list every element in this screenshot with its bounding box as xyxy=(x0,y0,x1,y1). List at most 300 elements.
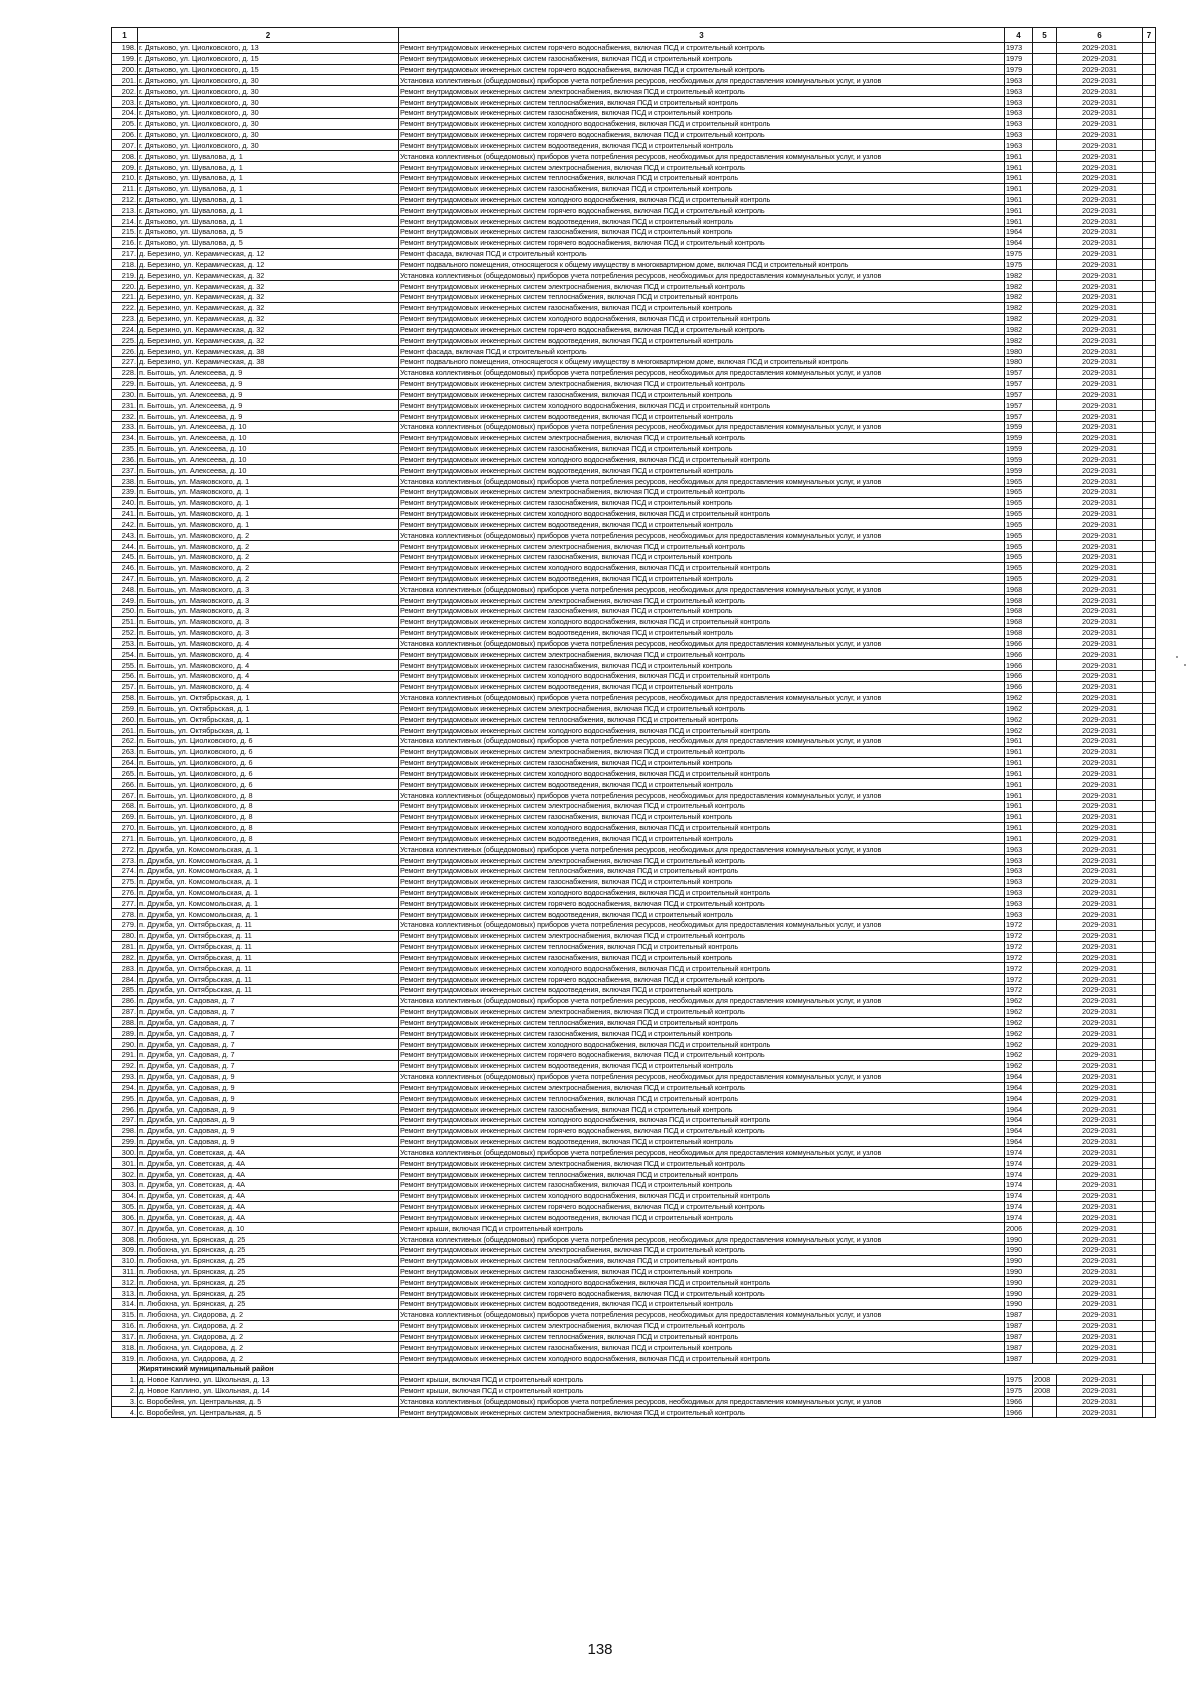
column-7-cell xyxy=(1143,757,1156,768)
year-built: 1963 xyxy=(1005,86,1033,97)
row-number: 292. xyxy=(112,1060,138,1071)
work-type: Ремонт внутридомовых инженерных систем газоснабжения, включая ПСД и строительный контроль xyxy=(399,1179,1005,1190)
work-type: Ремонт внутридомовых инженерных систем теплоснабжения, включая ПСД и строительный контроль xyxy=(399,1331,1005,1342)
year-last-repair xyxy=(1033,465,1057,476)
row-number: 269. xyxy=(112,811,138,822)
table-row xyxy=(112,822,1156,833)
house-address: п. Дружба, ул. Советская, д. 4А xyxy=(138,1201,399,1212)
work-type: Ремонт внутридомовых инженерных систем водоотведения, включая ПСД и строительный контроль xyxy=(399,216,1005,227)
year-last-repair xyxy=(1033,1223,1057,1234)
year-built: 1957 xyxy=(1005,389,1033,400)
house-address: п. Дружба, ул. Садовая, д. 7 xyxy=(138,1028,399,1039)
row-number: 298. xyxy=(112,1125,138,1136)
house-address: п. Дружба, ул. Октябрьская, д. 11 xyxy=(138,985,399,996)
house-address: п. Бытошь, ул. Маяковского, д. 1 xyxy=(138,497,399,508)
row-number: 243. xyxy=(112,530,138,541)
year-last-repair xyxy=(1033,822,1057,833)
planned-period: 2029-2031 xyxy=(1057,454,1143,465)
year-built: 1980 xyxy=(1005,357,1033,368)
year-built: 1975 xyxy=(1005,248,1033,259)
year-built: 1964 xyxy=(1005,1104,1033,1115)
row-number: 273. xyxy=(112,855,138,866)
column-7-cell xyxy=(1143,129,1156,140)
house-address: д. Березино, ул. Керамическая, д. 12 xyxy=(138,248,399,259)
year-last-repair xyxy=(1033,1039,1057,1050)
year-last-repair xyxy=(1033,216,1057,227)
year-built: 1963 xyxy=(1005,844,1033,855)
house-address: п. Дружба, ул. Советская, д. 4А xyxy=(138,1158,399,1169)
house-address: д. Березино, ул. Керамическая, д. 38 xyxy=(138,346,399,357)
work-type: Ремонт внутридомовых инженерных систем газоснабжения, включая ПСД и строительный контроль xyxy=(399,1104,1005,1115)
year-last-repair xyxy=(1033,855,1057,866)
year-last-repair xyxy=(1033,1266,1057,1277)
row-number: 4. xyxy=(112,1407,138,1418)
work-type: Ремонт внутридомовых инженерных систем горячего водоснабжения, включая ПСД и строительный контроль xyxy=(399,974,1005,985)
column-7-cell xyxy=(1143,400,1156,411)
table-row xyxy=(112,400,1156,411)
work-type: Ремонт внутридомовых инженерных систем теплоснабжения, включая ПСД и строительный контроль xyxy=(399,865,1005,876)
column-7-cell xyxy=(1143,1385,1156,1396)
column-7-cell xyxy=(1143,920,1156,931)
row-number: 301. xyxy=(112,1158,138,1169)
row-number: 315. xyxy=(112,1309,138,1320)
row-number: 229. xyxy=(112,378,138,389)
planned-period: 2029-2031 xyxy=(1057,606,1143,617)
work-type: Ремонт внутридомовых инженерных систем газоснабжения, включая ПСД и строительный контроль xyxy=(399,606,1005,617)
table-row xyxy=(112,671,1156,682)
year-built: 1972 xyxy=(1005,985,1033,996)
house-address: п. Дружба, ул. Октябрьская, д. 11 xyxy=(138,930,399,941)
row-number: 299. xyxy=(112,1136,138,1147)
row-number: 214. xyxy=(112,216,138,227)
row-number: 224. xyxy=(112,324,138,335)
table-row xyxy=(112,432,1156,443)
row-number: 309. xyxy=(112,1244,138,1255)
planned-period: 2029-2031 xyxy=(1057,432,1143,443)
year-last-repair xyxy=(1033,335,1057,346)
row-number: 262. xyxy=(112,736,138,747)
row-number: 268. xyxy=(112,800,138,811)
year-built: 1974 xyxy=(1005,1179,1033,1190)
work-type: Ремонт внутридомовых инженерных систем теплоснабжения, включая ПСД и строительный контроль xyxy=(399,1017,1005,1028)
planned-period: 2029-2031 xyxy=(1057,421,1143,432)
table-row xyxy=(112,800,1156,811)
column-7-cell xyxy=(1143,1147,1156,1158)
house-address: д. Березино, ул. Керамическая, д. 32 xyxy=(138,302,399,313)
house-address: п. Бытошь, ул. Маяковского, д. 1 xyxy=(138,486,399,497)
table-row xyxy=(112,486,1156,497)
year-last-repair xyxy=(1033,443,1057,454)
row-number: 245. xyxy=(112,551,138,562)
column-7-cell xyxy=(1143,151,1156,162)
planned-period: 2029-2031 xyxy=(1057,183,1143,194)
house-address: п. Бытошь, ул. Циолковского, д. 8 xyxy=(138,833,399,844)
row-number: 208. xyxy=(112,151,138,162)
column-7-cell xyxy=(1143,281,1156,292)
table-row xyxy=(112,248,1156,259)
column-7-cell xyxy=(1143,1331,1156,1342)
year-last-repair xyxy=(1033,302,1057,313)
house-address: п. Дружба, ул. Советская, д. 10 xyxy=(138,1223,399,1234)
year-built: 1974 xyxy=(1005,1212,1033,1223)
work-type: Ремонт внутридомовых инженерных систем водоотведения, включая ПСД и строительный контроль xyxy=(399,573,1005,584)
year-last-repair xyxy=(1033,649,1057,660)
year-built: 1964 xyxy=(1005,1136,1033,1147)
table-row xyxy=(112,443,1156,454)
column-7-cell xyxy=(1143,1288,1156,1299)
house-address: п. Дружба, ул. Комсомольская, д. 1 xyxy=(138,887,399,898)
row-number: 257. xyxy=(112,681,138,692)
planned-period: 2029-2031 xyxy=(1057,443,1143,454)
planned-period: 2029-2031 xyxy=(1057,551,1143,562)
year-built: 1987 xyxy=(1005,1320,1033,1331)
planned-period: 2029-2031 xyxy=(1057,844,1143,855)
row-number: 239. xyxy=(112,486,138,497)
column-7-cell xyxy=(1143,1158,1156,1169)
planned-period: 2029-2031 xyxy=(1057,974,1143,985)
work-type: Ремонт внутридомовых инженерных систем электроснабжения, включая ПСД и строительный контроль xyxy=(399,1158,1005,1169)
column-7-cell xyxy=(1143,714,1156,725)
year-last-repair xyxy=(1033,281,1057,292)
row-number: 207. xyxy=(112,140,138,151)
row-number: 219. xyxy=(112,270,138,281)
planned-period: 2029-2031 xyxy=(1057,151,1143,162)
table-row xyxy=(112,1147,1156,1158)
work-type: Ремонт внутридомовых инженерных систем газоснабжения, включая ПСД и строительный контроль xyxy=(399,1266,1005,1277)
house-address: п. Дружба, ул. Садовая, д. 9 xyxy=(138,1071,399,1082)
row-number: 211. xyxy=(112,183,138,194)
table-row xyxy=(112,183,1156,194)
work-type: Ремонт внутридомовых инженерных систем холодного водоснабжения, включая ПСД и строительный контроль xyxy=(399,887,1005,898)
column-7-cell xyxy=(1143,1190,1156,1201)
year-last-repair xyxy=(1033,259,1057,270)
table-row xyxy=(112,421,1156,432)
work-type: Установка коллективных (общедомовых) приборов учета потребления ресурсов, необходимых для предоставления коммунальных услуг, и узлов xyxy=(399,920,1005,931)
table-row xyxy=(112,75,1156,86)
planned-period: 2029-2031 xyxy=(1057,757,1143,768)
work-type: Ремонт внутридомовых инженерных систем холодного водоснабжения, включая ПСД и строительный контроль xyxy=(399,1353,1005,1364)
year-last-repair xyxy=(1033,887,1057,898)
year-last-repair xyxy=(1033,519,1057,530)
table-row xyxy=(112,660,1156,671)
table-row xyxy=(112,627,1156,638)
planned-period: 2029-2031 xyxy=(1057,746,1143,757)
table-row xyxy=(112,616,1156,627)
work-type: Ремонт внутридомовых инженерных систем газоснабжения, включая ПСД и строительный контроль xyxy=(399,443,1005,454)
work-type: Ремонт внутридомовых инженерных систем водоотведения, включая ПСД и строительный контроль xyxy=(399,1060,1005,1071)
year-built: 1972 xyxy=(1005,974,1033,985)
house-address: п. Бытошь, ул. Алексеева, д. 10 xyxy=(138,454,399,465)
row-number: 204. xyxy=(112,107,138,118)
year-built: 1959 xyxy=(1005,421,1033,432)
house-address: г. Дятьково, ул. Циолковского, д. 30 xyxy=(138,97,399,108)
planned-period: 2029-2031 xyxy=(1057,389,1143,400)
column-7-cell xyxy=(1143,584,1156,595)
work-type: Ремонт внутридомовых инженерных систем газоснабжения, включая ПСД и строительный контроль xyxy=(399,497,1005,508)
row-number: 217. xyxy=(112,248,138,259)
row-number: 213. xyxy=(112,205,138,216)
planned-period: 2029-2031 xyxy=(1057,324,1143,335)
column-7-cell xyxy=(1143,551,1156,562)
column-7-cell xyxy=(1143,985,1156,996)
row-number: 287. xyxy=(112,1006,138,1017)
column-7-cell xyxy=(1143,1353,1156,1364)
row-number: 312. xyxy=(112,1277,138,1288)
row-number: 200. xyxy=(112,64,138,75)
house-address: п. Бытошь, ул. Циолковского, д. 8 xyxy=(138,811,399,822)
year-built: 1964 xyxy=(1005,1114,1033,1125)
row-number: 295. xyxy=(112,1093,138,1104)
work-type: Ремонт внутридомовых инженерных систем теплоснабжения, включая ПСД и строительный контроль xyxy=(399,714,1005,725)
year-built: 1972 xyxy=(1005,920,1033,931)
year-built: 1961 xyxy=(1005,205,1033,216)
planned-period: 2029-2031 xyxy=(1057,205,1143,216)
row-number: 244. xyxy=(112,541,138,552)
year-last-repair xyxy=(1033,248,1057,259)
year-built: 1982 xyxy=(1005,270,1033,281)
work-type: Ремонт внутридомовых инженерных систем теплоснабжения, включая ПСД и строительный контроль xyxy=(399,1169,1005,1180)
planned-period: 2029-2031 xyxy=(1057,681,1143,692)
work-type: Ремонт внутридомовых инженерных систем электроснабжения, включая ПСД и строительный контроль xyxy=(399,800,1005,811)
year-last-repair xyxy=(1033,162,1057,173)
year-last-repair xyxy=(1033,86,1057,97)
row-number: 270. xyxy=(112,822,138,833)
year-built: 1966 xyxy=(1005,638,1033,649)
year-built: 1965 xyxy=(1005,551,1033,562)
planned-period: 2029-2031 xyxy=(1057,1060,1143,1071)
work-type: Установка коллективных (общедомовых) приборов учета потребления ресурсов, необходимых для предоставления коммунальных услуг, и узлов xyxy=(399,530,1005,541)
work-type: Ремонт внутридомовых инженерных систем газоснабжения, включая ПСД и строительный контроль xyxy=(399,757,1005,768)
planned-period: 2029-2031 xyxy=(1057,779,1143,790)
row-number: 303. xyxy=(112,1179,138,1190)
year-built: 1965 xyxy=(1005,508,1033,519)
table-row xyxy=(112,865,1156,876)
work-type: Ремонт внутридомовых инженерных систем холодного водоснабжения, включая ПСД и строительный контроль xyxy=(399,725,1005,736)
planned-period: 2029-2031 xyxy=(1057,1028,1143,1039)
column-7-cell xyxy=(1143,454,1156,465)
planned-period: 2029-2031 xyxy=(1057,562,1143,573)
work-type: Ремонт внутридомовых инженерных систем холодного водоснабжения, включая ПСД и строительный контроль xyxy=(399,671,1005,682)
year-last-repair xyxy=(1033,660,1057,671)
work-type: Ремонт внутридомовых инженерных систем холодного водоснабжения, включая ПСД и строительный контроль xyxy=(399,1190,1005,1201)
table-body xyxy=(112,43,1156,1418)
district-filler xyxy=(399,1364,1156,1375)
year-built: 1962 xyxy=(1005,714,1033,725)
year-built: 1990 xyxy=(1005,1266,1033,1277)
row-number: 278. xyxy=(112,909,138,920)
year-last-repair xyxy=(1033,1006,1057,1017)
table-row xyxy=(112,681,1156,692)
work-type: Установка коллективных (общедомовых) приборов учета потребления ресурсов, необходимых для предоставления коммунальных услуг, и узлов xyxy=(399,736,1005,747)
year-built: 1963 xyxy=(1005,909,1033,920)
year-built: 1968 xyxy=(1005,616,1033,627)
work-type: Ремонт внутридомовых инженерных систем газоснабжения, включая ПСД и строительный контроль xyxy=(399,952,1005,963)
table-row xyxy=(112,584,1156,595)
house-address: п. Бытошь, ул. Маяковского, д. 3 xyxy=(138,616,399,627)
column-7-cell xyxy=(1143,183,1156,194)
row-number: 264. xyxy=(112,757,138,768)
planned-period: 2029-2031 xyxy=(1057,53,1143,64)
table-row xyxy=(112,909,1156,920)
year-built: 1974 xyxy=(1005,1158,1033,1169)
year-built: 1987 xyxy=(1005,1331,1033,1342)
year-last-repair xyxy=(1033,1244,1057,1255)
year-built: 1962 xyxy=(1005,995,1033,1006)
work-type: Ремонт внутридомовых инженерных систем газоснабжения, включая ПСД и строительный контроль xyxy=(399,183,1005,194)
planned-period: 2029-2031 xyxy=(1057,1071,1143,1082)
work-type: Ремонт внутридомовых инженерных систем холодного водоснабжения, включая ПСД и строительный контроль xyxy=(399,1114,1005,1125)
row-number: 311. xyxy=(112,1266,138,1277)
scan-speck xyxy=(1184,664,1186,666)
column-7-cell xyxy=(1143,1320,1156,1331)
house-address: п. Любохна, ул. Сидорова, д. 2 xyxy=(138,1353,399,1364)
column-7-cell xyxy=(1143,1125,1156,1136)
planned-period: 2029-2031 xyxy=(1057,357,1143,368)
column-7-cell xyxy=(1143,638,1156,649)
work-type: Установка коллективных (общедомовых) приборов учета потребления ресурсов, необходимых для предоставления коммунальных услуг, и узлов xyxy=(399,790,1005,801)
column-7-cell xyxy=(1143,248,1156,259)
table-row xyxy=(112,941,1156,952)
year-built: 1964 xyxy=(1005,1093,1033,1104)
year-last-repair xyxy=(1033,1255,1057,1266)
work-type: Ремонт внутридомовых инженерных систем водоотведения, включая ПСД и строительный контроль xyxy=(399,1299,1005,1310)
column-7-cell xyxy=(1143,595,1156,606)
planned-period: 2029-2031 xyxy=(1057,411,1143,422)
table-row xyxy=(112,1223,1156,1234)
house-address: п. Бытошь, ул. Маяковского, д. 2 xyxy=(138,562,399,573)
work-type: Установка коллективных (общедомовых) приборов учета потребления ресурсов, необходимых для предоставления коммунальных услуг, и узлов xyxy=(399,421,1005,432)
table-row xyxy=(112,1299,1156,1310)
work-type: Установка коллективных (общедомовых) приборов учета потребления ресурсов, необходимых для предоставления коммунальных услуг, и узлов xyxy=(399,584,1005,595)
planned-period: 2029-2031 xyxy=(1057,86,1143,97)
year-last-repair xyxy=(1033,1093,1057,1104)
row-number: 233. xyxy=(112,421,138,432)
planned-period: 2029-2031 xyxy=(1057,1039,1143,1050)
column-7-cell xyxy=(1143,313,1156,324)
column-7-cell xyxy=(1143,649,1156,660)
column-7-cell xyxy=(1143,703,1156,714)
column-7-cell xyxy=(1143,887,1156,898)
column-7-cell xyxy=(1143,421,1156,432)
house-address: п. Бытошь, ул. Маяковского, д. 4 xyxy=(138,649,399,660)
work-type: Ремонт внутридомовых инженерных систем холодного водоснабжения, включая ПСД и строительный контроль xyxy=(399,508,1005,519)
row-number: 209. xyxy=(112,162,138,173)
column-7-cell xyxy=(1143,216,1156,227)
row-number: 308. xyxy=(112,1234,138,1245)
year-last-repair xyxy=(1033,790,1057,801)
year-built: 1964 xyxy=(1005,227,1033,238)
work-type: Ремонт внутридомовых инженерных систем горячего водоснабжения, включая ПСД и строительный контроль xyxy=(399,43,1005,54)
year-last-repair xyxy=(1033,833,1057,844)
house-address: г. Дятьково, ул. Циолковского, д. 30 xyxy=(138,140,399,151)
year-last-repair xyxy=(1033,1104,1057,1115)
row-number: 210. xyxy=(112,172,138,183)
planned-period: 2029-2031 xyxy=(1057,476,1143,487)
year-last-repair xyxy=(1033,920,1057,931)
table-row xyxy=(112,1136,1156,1147)
year-last-repair xyxy=(1033,172,1057,183)
work-type: Установка коллективных (общедомовых) приборов учета потребления ресурсов, необходимых для предоставления коммунальных услуг, и узлов xyxy=(399,844,1005,855)
house-address: п. Дружба, ул. Садовая, д. 7 xyxy=(138,1006,399,1017)
column-7-cell xyxy=(1143,1255,1156,1266)
scan-speck xyxy=(1176,656,1178,658)
column-7-cell xyxy=(1143,443,1156,454)
work-type: Установка коллективных (общедомовых) приборов учета потребления ресурсов, необходимых для предоставления коммунальных услуг, и узлов xyxy=(399,270,1005,281)
column-7-cell xyxy=(1143,357,1156,368)
year-built: 1966 xyxy=(1005,660,1033,671)
work-type: Ремонт внутридомовых инженерных систем электроснабжения, включая ПСД и строительный контроль xyxy=(399,1407,1005,1418)
table-row xyxy=(112,1017,1156,1028)
house-address: п. Бытошь, ул. Октябрьская, д. 1 xyxy=(138,714,399,725)
planned-period: 2029-2031 xyxy=(1057,237,1143,248)
house-address: п. Дружба, ул. Октябрьская, д. 11 xyxy=(138,974,399,985)
work-type: Ремонт внутридомовых инженерных систем водоотведения, включая ПСД и строительный контроль xyxy=(399,985,1005,996)
table-row xyxy=(112,227,1156,238)
year-last-repair xyxy=(1033,638,1057,649)
year-built: 1966 xyxy=(1005,649,1033,660)
work-type: Установка коллективных (общедомовых) приборов учета потребления ресурсов, необходимых для предоставления коммунальных услуг, и узлов xyxy=(399,1071,1005,1082)
house-address: п. Дружба, ул. Советская, д. 4А xyxy=(138,1169,399,1180)
year-built: 1975 xyxy=(1005,1385,1033,1396)
table-row xyxy=(112,1309,1156,1320)
year-built: 1961 xyxy=(1005,172,1033,183)
row-number: 282. xyxy=(112,952,138,963)
row-number: 206. xyxy=(112,129,138,140)
planned-period: 2029-2031 xyxy=(1057,497,1143,508)
column-number-5: 5 xyxy=(1033,28,1057,43)
table-row xyxy=(112,1212,1156,1223)
year-built: 1961 xyxy=(1005,736,1033,747)
year-last-repair xyxy=(1033,952,1057,963)
year-last-repair xyxy=(1033,1114,1057,1125)
table-row xyxy=(112,1039,1156,1050)
row-number: 313. xyxy=(112,1288,138,1299)
house-address: п. Бытошь, ул. Циолковского, д. 8 xyxy=(138,790,399,801)
year-built: 1961 xyxy=(1005,151,1033,162)
work-type: Ремонт внутридомовых инженерных систем электроснабжения, включая ПСД и строительный контроль xyxy=(399,486,1005,497)
row-number: 198. xyxy=(112,43,138,54)
planned-period: 2029-2031 xyxy=(1057,43,1143,54)
year-built: 1963 xyxy=(1005,129,1033,140)
column-7-cell xyxy=(1143,736,1156,747)
house-address: г. Дятьково, ул. Шувалова, д. 1 xyxy=(138,205,399,216)
column-7-cell xyxy=(1143,671,1156,682)
work-type: Ремонт внутридомовых инженерных систем электроснабжения, включая ПСД и строительный контроль xyxy=(399,541,1005,552)
year-last-repair xyxy=(1033,681,1057,692)
work-type: Ремонт внутридомовых инженерных систем теплоснабжения, включая ПСД и строительный контроль xyxy=(399,97,1005,108)
row-number: 283. xyxy=(112,963,138,974)
year-built: 1982 xyxy=(1005,302,1033,313)
column-7-cell xyxy=(1143,346,1156,357)
row-number: 260. xyxy=(112,714,138,725)
year-last-repair xyxy=(1033,1082,1057,1093)
table-row xyxy=(112,1060,1156,1071)
house-address: г. Дятьково, ул. Шувалова, д. 5 xyxy=(138,227,399,238)
work-type: Ремонт внутридомовых инженерных систем газоснабжения, включая ПСД и строительный контроль xyxy=(399,1342,1005,1353)
year-last-repair xyxy=(1033,844,1057,855)
year-last-repair xyxy=(1033,1342,1057,1353)
row-number: 237. xyxy=(112,465,138,476)
row-number: 318. xyxy=(112,1342,138,1353)
work-type: Ремонт внутридомовых инженерных систем водоотведения, включая ПСД и строительный контроль xyxy=(399,1212,1005,1223)
year-built: 1990 xyxy=(1005,1299,1033,1310)
column-7-cell xyxy=(1143,432,1156,443)
planned-period: 2029-2031 xyxy=(1057,400,1143,411)
year-last-repair xyxy=(1033,486,1057,497)
work-type: Ремонт внутридомовых инженерных систем холодного водоснабжения, включая ПСД и строительный контроль xyxy=(399,822,1005,833)
planned-period: 2029-2031 xyxy=(1057,660,1143,671)
table-row xyxy=(112,270,1156,281)
